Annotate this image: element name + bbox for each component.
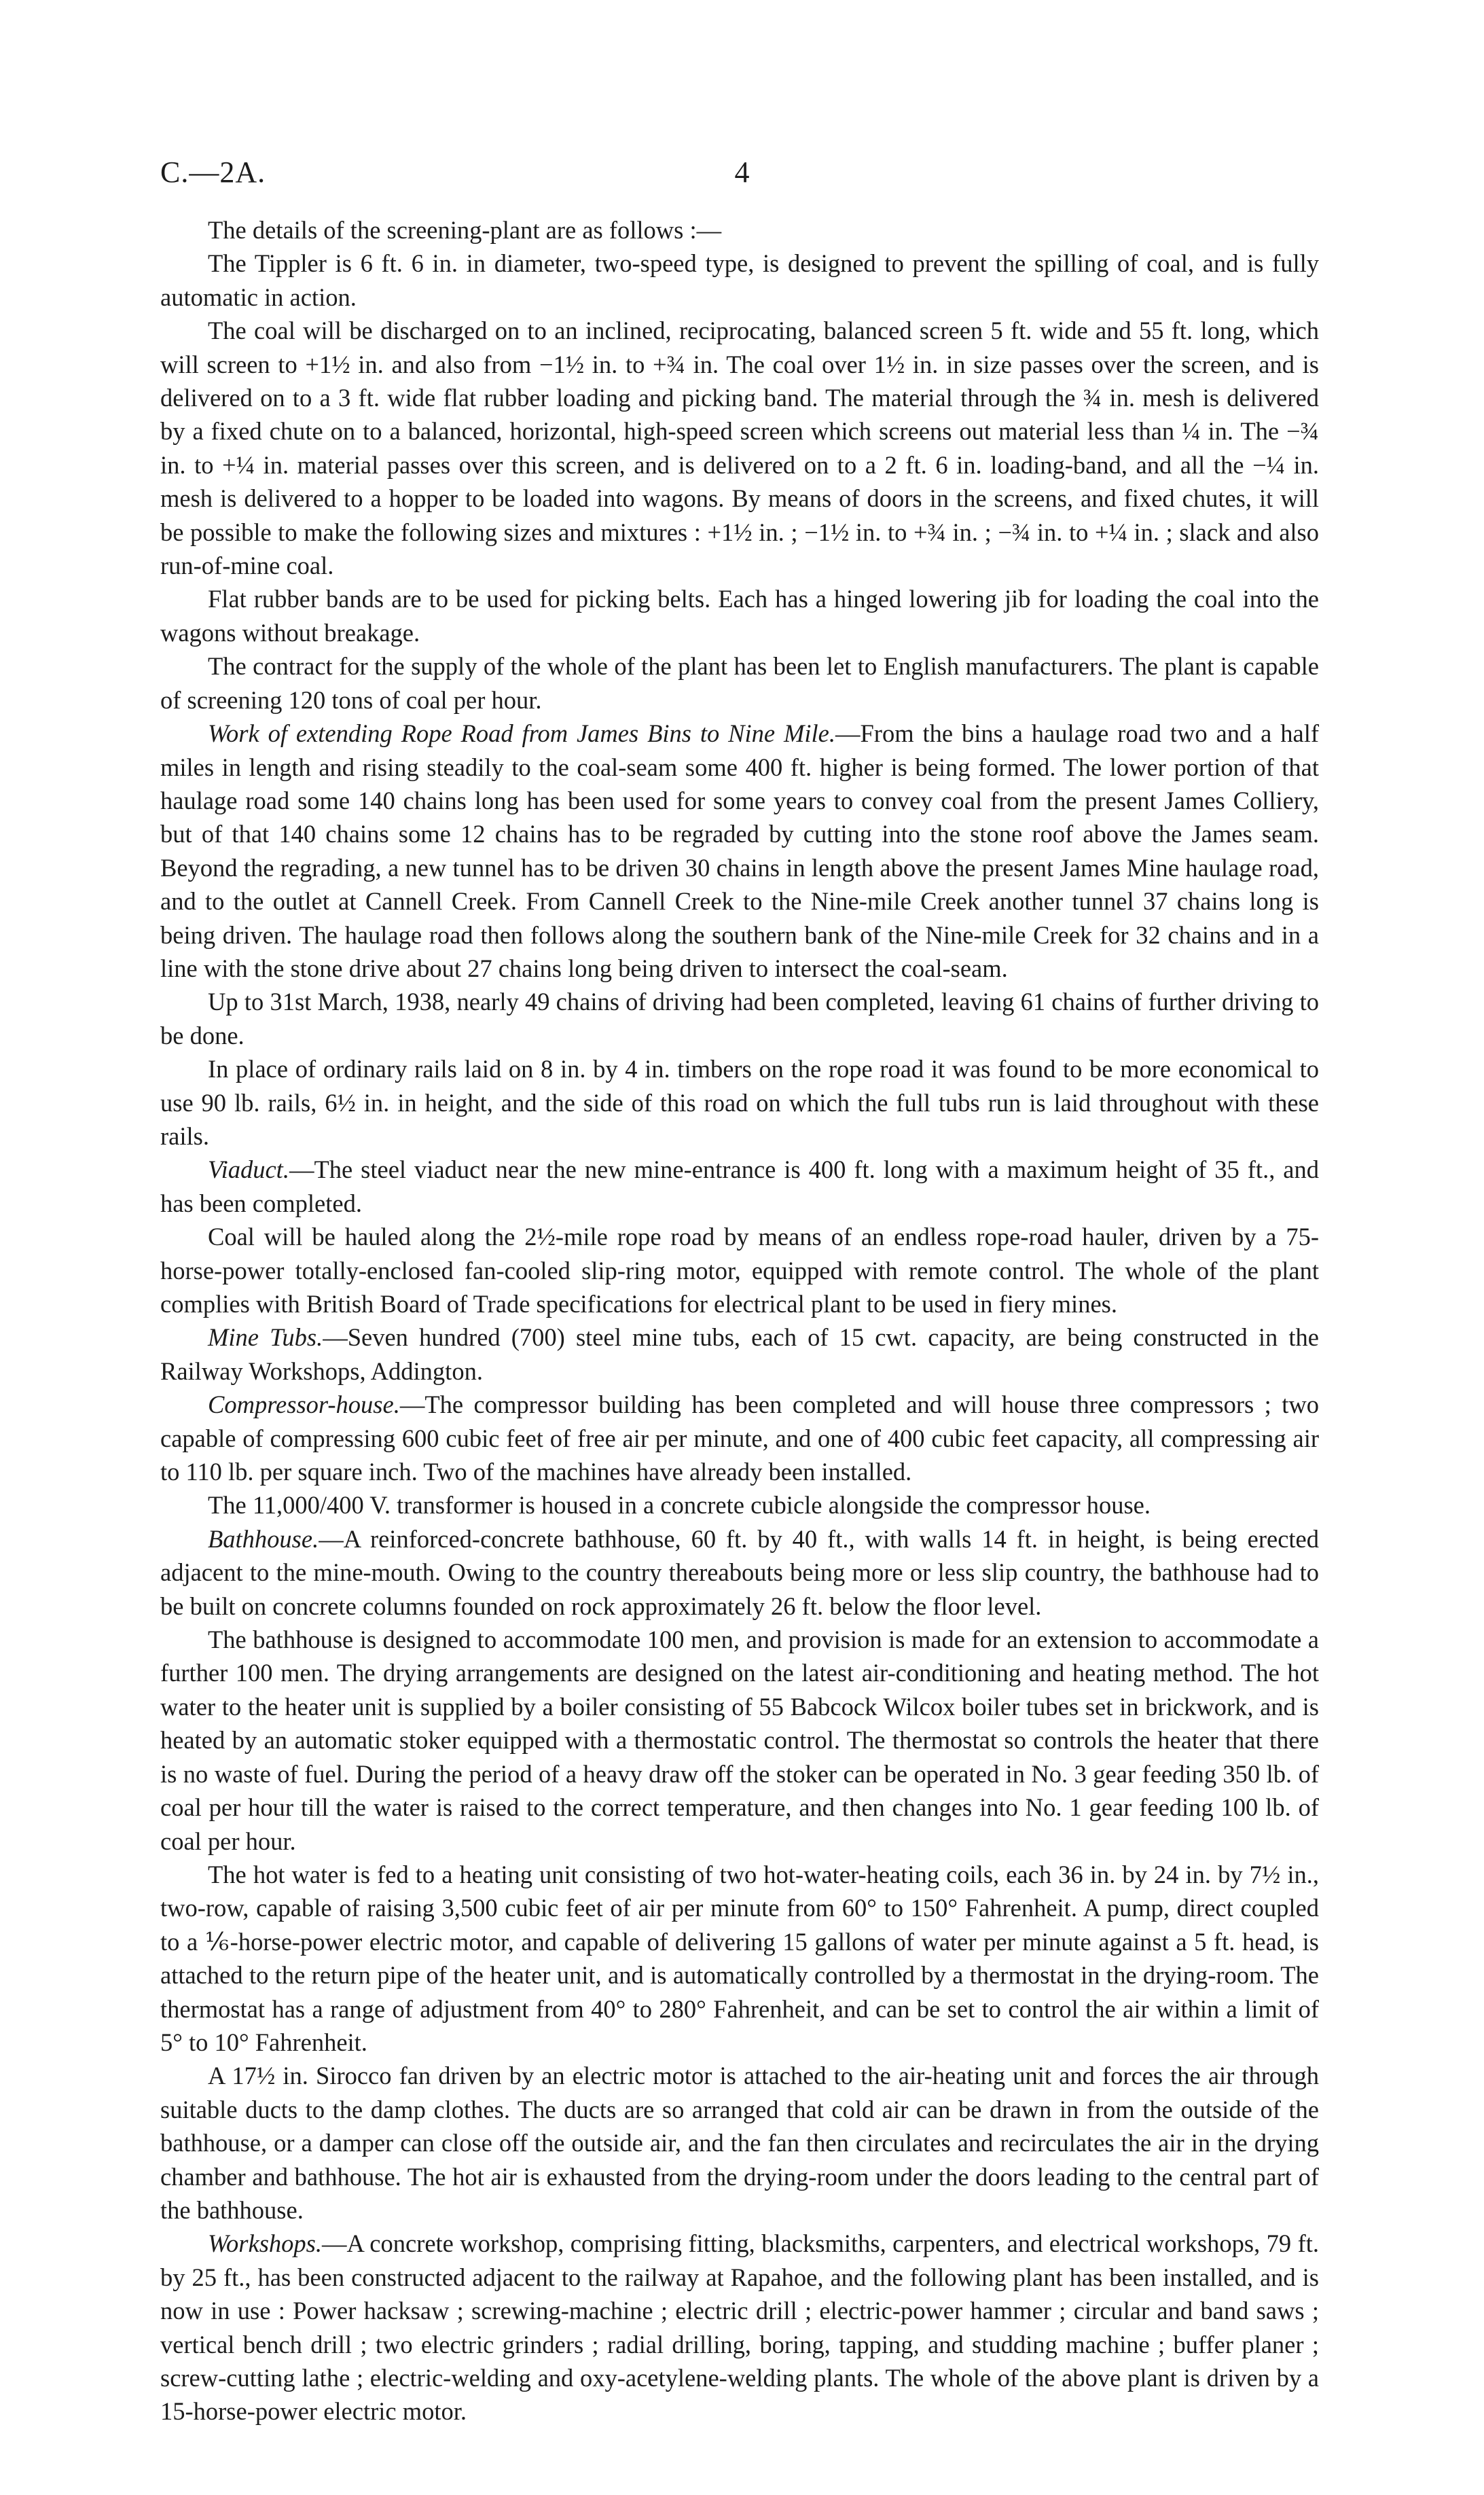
paragraph-text: Flat rubber bands are to be used for picking belts. Each has a hinged lowering jib for loading the coal into the wagons without breakage. xyxy=(160,585,1319,647)
paragraph-text: The details of the screening-plant are as follows :— xyxy=(208,216,722,244)
paragraph-text: —A reinforced-concrete bathhouse, 60 ft. by 40 ft., with walls 14 ft. in height, is being erected adjacent to the mine-mouth. Owing to the country thereabouts being more or less slip country, the bathhouse had to be built on concrete columns founded on rock approximately 26 ft. below the floor level. xyxy=(160,1524,1319,1620)
paragraph-text: The contract for the supply of the whole of the plant has been let to English manufacturers. The plant is capable of screening 120 tons of coal per hour. xyxy=(160,652,1319,714)
paragraph xyxy=(160,1220,1319,1321)
page-number: 4 xyxy=(734,156,750,189)
paragraph xyxy=(160,1153,1319,1220)
paragraph-text: The coal will be discharged on to an inclined, reciprocating, balanced screen 5 ft. wide and 55 ft. long, which will screen to +1½ in. and also from −1½ in. to +¾ in. The coal over 1½ in. in size passes over the screen, and is delivered on to a 3 ft. wide flat rubber loading and picking band. The material through the ¾ in. mesh is delivered by a fixed chute on to a balanced, horizontal, high-speed screen which screens out material less than ¼ in. The −¾ in. to +¼ in. material passes over this screen, and is delivered on to a 2 ft. 6 in. loading-band, and all the −¼ in. mesh is delivered to a hopper to be loaded into wagons. By means of doors in the screens, and fixed chutes, it will be possible to make the following sizes and mixtures : +1½ in. ; −1½ in. to +¾ in. ; −¾ in. to +¼ in. ; slack and also run-of-mine coal. xyxy=(160,317,1319,580)
section-heading: Work of extending Rope Road from James Bins to Nine Mile. xyxy=(208,719,835,748)
paragraph xyxy=(160,1522,1319,1623)
section-heading: Mine Tubs. xyxy=(208,1323,323,1352)
paragraph xyxy=(160,2059,1319,2227)
paragraph-text: —Seven hundred (700) steel mine tubs, each of 15 cwt. capacity, are being constructed in the Railway Workshops, Addington. xyxy=(160,1323,1319,1385)
paragraph xyxy=(160,314,1319,582)
paragraph-text: —From the bins a haulage road two and a half miles in length and rising steadily to the coal-seam some 400 ft. higher is being formed. The lower portion of that haulage road some 140 chains long has been used for some years to convey coal from the present James Colliery, but of that 140 chains some 12 chains has to be regraded by cutting into the stone roof above the James seam. Beyond the regrading, a new tunnel has to be driven 30 chains in length above the present James Mine haulage road, and to the outlet at Cannell Creek. From Cannell Creek to the Nine-mile Creek another tunnel 37 chains long is being driven. The haulage road then follows along the southern bank of the Nine-mile Creek for 32 chains and in a line with the stone drive about 27 chains long being driven to intersect the coal-seam. xyxy=(160,719,1319,982)
body-text xyxy=(160,213,1319,2428)
paragraph-text: Up to 31st March, 1938, nearly 49 chains of driving had been completed, leaving 61 chains of further driving to be done. xyxy=(160,988,1319,1049)
paragraph xyxy=(160,2227,1319,2428)
paragraph-text: Coal will be hauled along the 2½-mile rope road by means of an endless rope-road hauler, driven by a 75-horse-power totally-enclosed fan-cooled slip-ring motor, equipped with remote control. The whole of the plant complies with British Board of Trade specifications for electrical plant to be used in fiery mines. xyxy=(160,1223,1319,1318)
paragraph-text: The hot water is fed to a heating unit consisting of two hot-water-heating coils, each 36 in. by 24 in. by 7½ in., two-row, capable of raising 3,500 cubic feet of air per minute from 60° to 150° Fahrenheit. A pump, direct coupled to a ⅙-horse-power electric motor, and capable of delivering 15 gallons of water per minute against a 5 ft. head, is attached to the return pipe of the heater unit, and is automatically controlled by a thermostat in the drying-room. The thermostat has a range of adjustment from 40° to 280° Fahrenheit, and can be set to control the air within a limit of 5° to 10° Fahrenheit. xyxy=(160,1860,1319,2056)
paragraph xyxy=(160,1388,1319,1488)
paragraph-text: The bathhouse is designed to accommodate 100 men, and provision is made for an extension to accommodate a further 100 men. The drying arrangements are designed on the latest air-conditioning and heating method. The hot water to the heater unit is supplied by a boiler consisting of 55 Babcock Wilcox boiler tubes set in brickwork, and is heated by an automatic stoker equipped with a thermostatic control. The thermostat so controls the heater that there is no waste of fuel. During the period of a heavy draw off the stoker can be operated in No. 3 gear feeding 350 lb. of coal per hour till the water is raised to the correct temperature, and then changes into No. 1 gear feeding 100 lb. of coal per hour. xyxy=(160,1626,1319,1855)
section-heading: Compressor-house. xyxy=(208,1390,400,1419)
paragraph xyxy=(160,213,1319,247)
paragraph-text: The Tippler is 6 ft. 6 in. in diameter, two-speed type, is designed to prevent the spilling of coal, and is fully automatic in action. xyxy=(160,249,1319,311)
paragraph xyxy=(160,1623,1319,1858)
paragraph-text: —The steel viaduct near the new mine-entrance is 400 ft. long with a maximum height of 35 ft., and has been completed. xyxy=(160,1155,1319,1217)
document-reference: C.—2A. xyxy=(160,156,266,189)
paragraph-text: —The compressor building has been completed and will house three compressors ; two capable of compressing 600 cubic feet of free air per minute, and one of 400 cubic feet capacity, all compressing air to 110 lb. per square inch. Two of the machines have already been installed. xyxy=(160,1390,1319,1486)
paragraph xyxy=(160,1858,1319,2059)
paragraph-text: —A concrete workshop, comprising fitting, blacksmiths, carpenters, and electrical workshops, 79 ft. by 25 ft., has been constructed adjacent to the railway at Rapahoe, and the following plant has been installed, and is now in use : Power hacksaw ; screwing-machine ; electric drill ; electric-power hammer ; circular and band saws ; vertical bench drill ; two electric grinders ; radial drilling, boring, tapping, and studding machine ; buffer planer ; screw-cutting lathe ; electric-welding and oxy-acetylene-welding plants. The whole of the above plant is driven by a 15-horse-power electric motor. xyxy=(160,2229,1319,2426)
paragraph xyxy=(160,1052,1319,1153)
paragraph xyxy=(160,582,1319,649)
paragraph xyxy=(160,1321,1319,1388)
paragraph xyxy=(160,649,1319,717)
paragraph-text: A 17½ in. Sirocco fan driven by an electric motor is attached to the air-heating unit and forces the air through suitable ducts to the damp clothes. The ducts are so arranged that cold air can be drawn in from the outside of the bathhouse, or a damper can close off the outside air, and the fan then circulates and recirculates the air in the drying chamber and bathhouse. The hot air is exhausted from the drying-room under the doors leading to the central part of the bathhouse. xyxy=(160,2062,1319,2224)
page-header xyxy=(160,155,1324,202)
paragraph-text: In place of ordinary rails laid on 8 in. by 4 in. timbers on the rope road it was found to be more economical to use 90 lb. rails, 6½ in. in height, and the side of this road on which the full tubs run is laid throughout with these rails. xyxy=(160,1055,1319,1150)
paragraph xyxy=(160,1488,1319,1522)
paragraph xyxy=(160,717,1319,985)
paragraph-text: The 11,000/400 V. transformer is housed in a concrete cubicle alongside the compressor house. xyxy=(208,1491,1151,1520)
section-heading: Bathhouse. xyxy=(208,1524,319,1553)
paragraph xyxy=(160,985,1319,1052)
section-heading: Viaduct. xyxy=(208,1155,289,1184)
paragraph xyxy=(160,247,1319,314)
section-heading: Workshops. xyxy=(208,2229,322,2258)
